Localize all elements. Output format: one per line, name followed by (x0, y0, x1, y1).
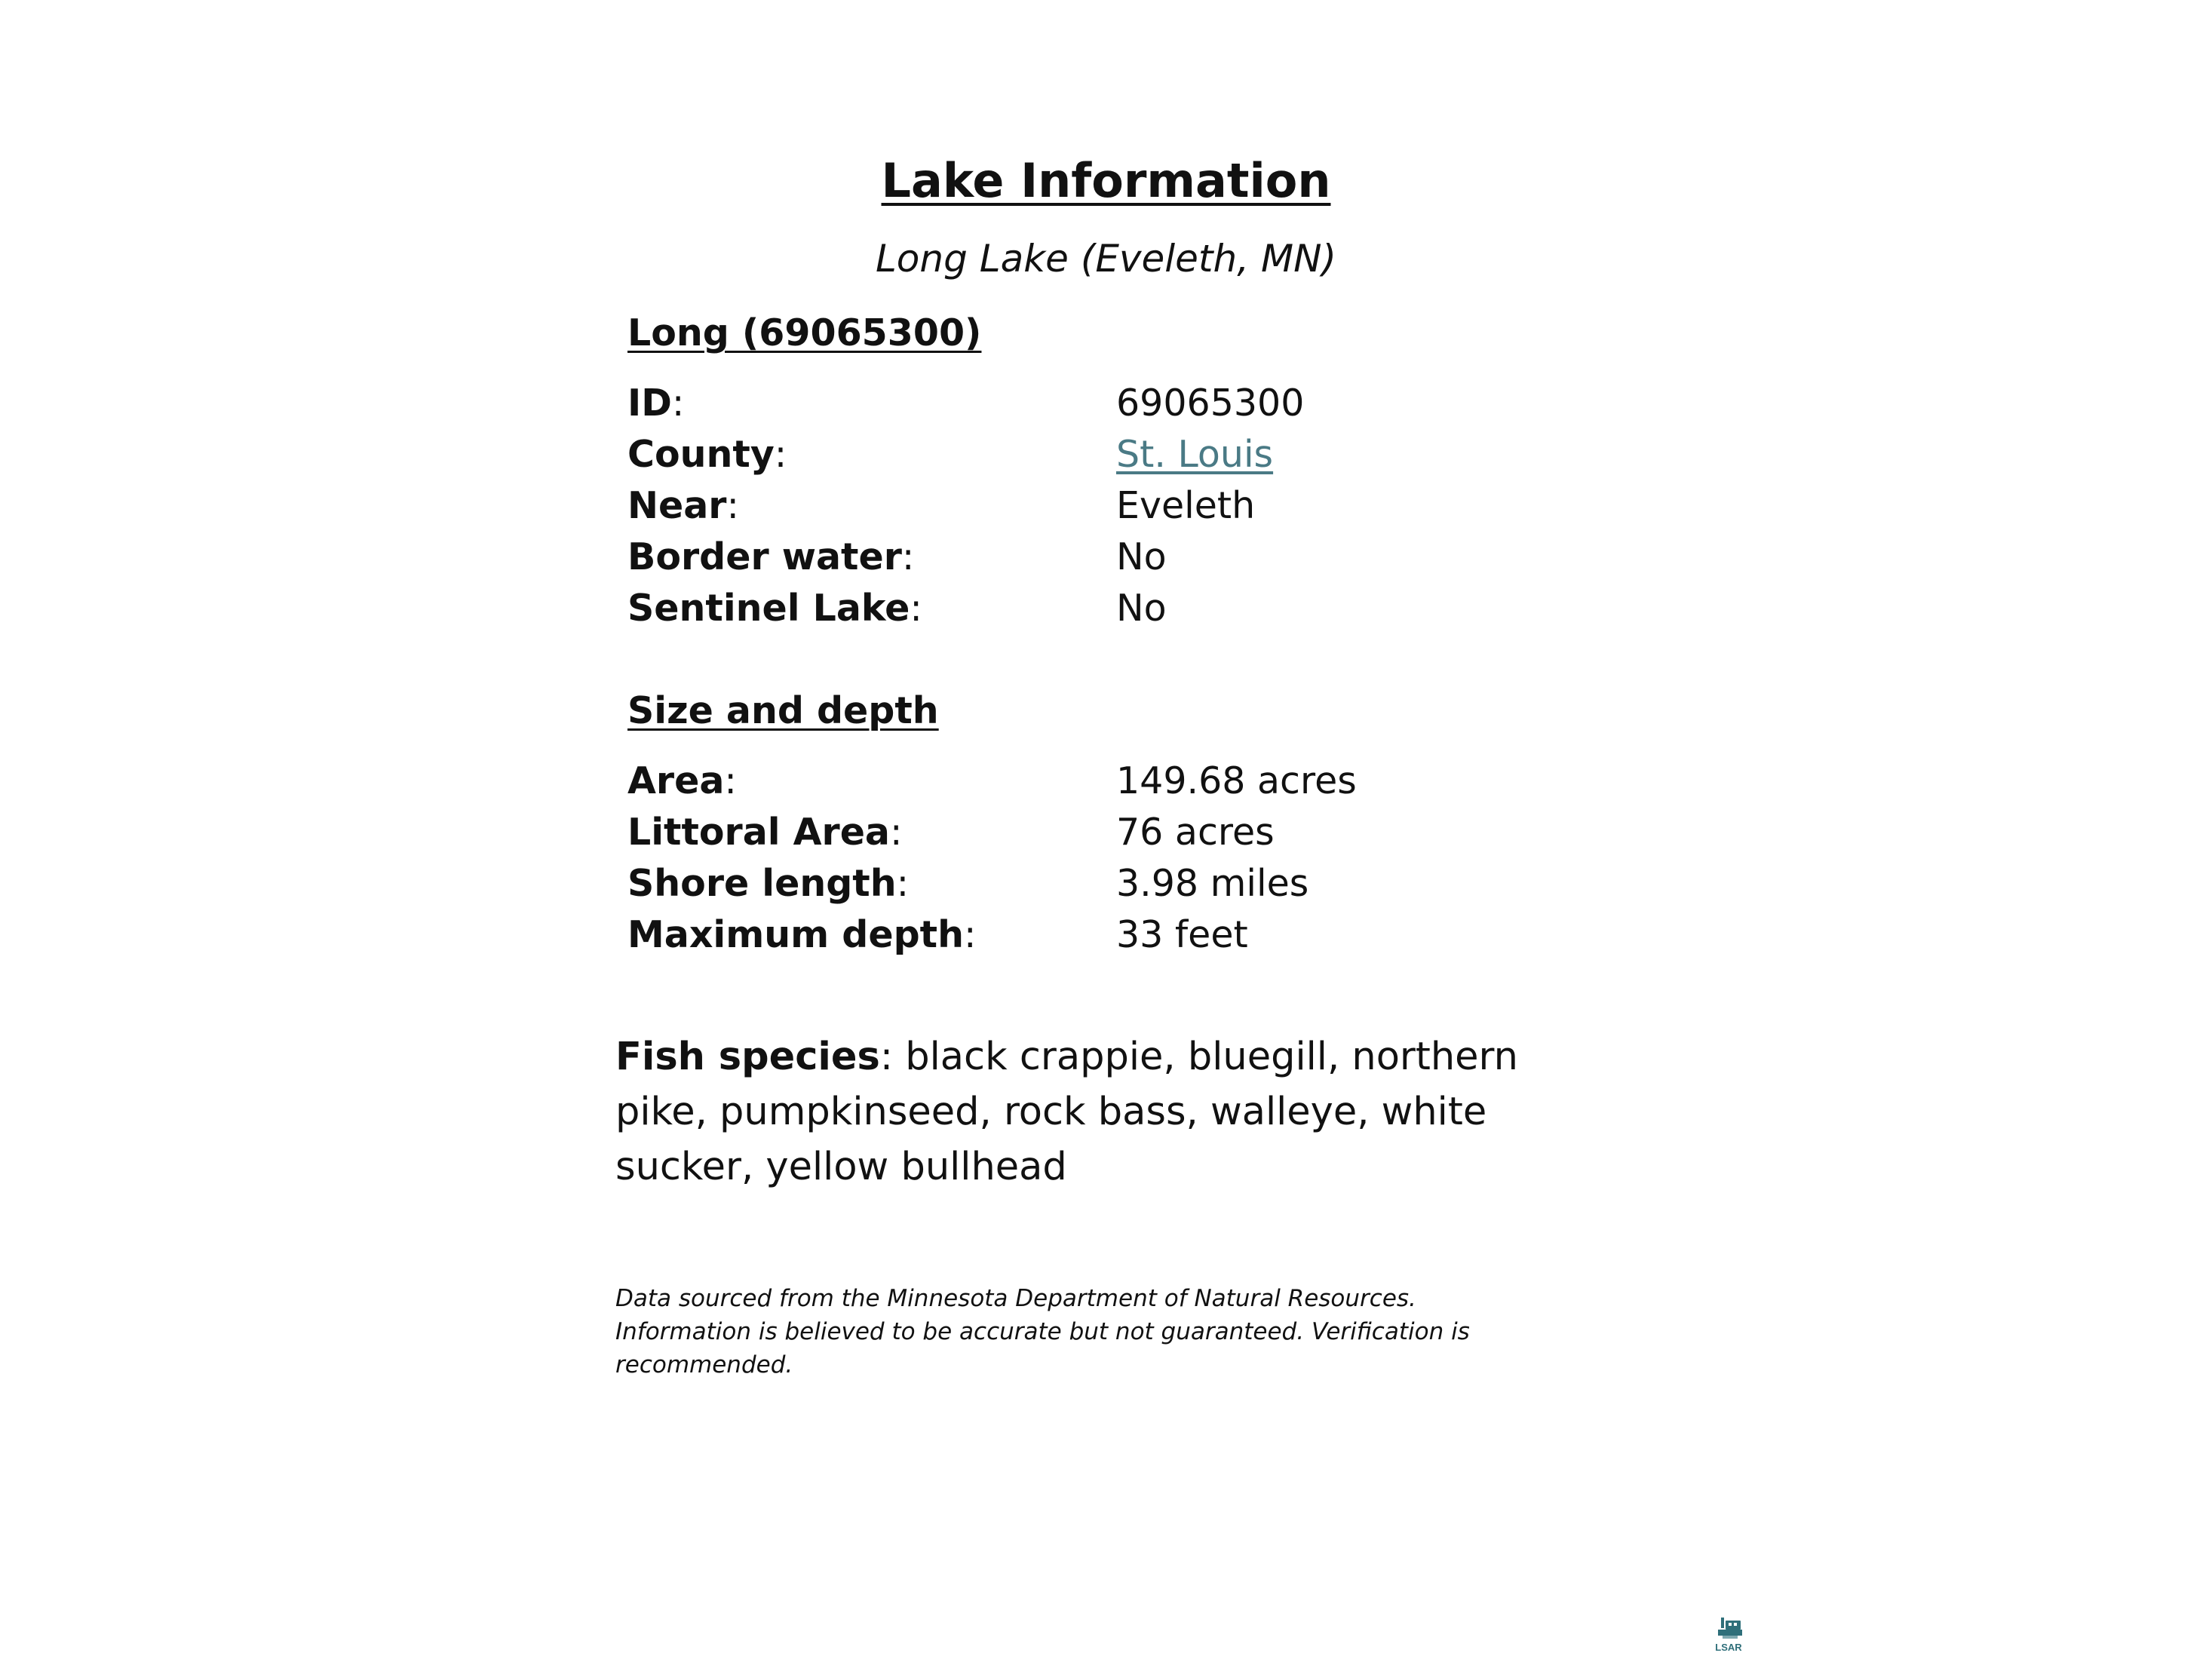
detail-row-sentinel-lake (627, 583, 1759, 634)
lake-details-table (627, 378, 1759, 634)
detail-label: ID: (627, 382, 685, 425)
size-value: 3.98 miles (1116, 862, 1309, 905)
detail-value: 69065300 (1116, 382, 1305, 425)
fish-species-paragraph: Fish species: black crappie, bluegill, northern pike, pumpkinseed, rock bass, walleye, white sucker, yellow bullhead (615, 1035, 1518, 1189)
size-details-table (627, 756, 1759, 961)
detail-label: County: (627, 433, 787, 476)
logo-text: LSAR (1715, 1642, 1742, 1653)
detail-value: No (1116, 587, 1167, 630)
detail-row-border-water (627, 532, 1759, 583)
detail-value: Eveleth (1116, 484, 1256, 527)
page-title: Lake Information (881, 153, 1331, 208)
detail-label: Sentinel Lake: (627, 587, 922, 630)
size-row-littoral-area (627, 807, 1759, 858)
detail-value: No (1116, 535, 1167, 578)
lsar-logo-icon (1710, 1616, 1747, 1657)
size-label: Littoral Area: (627, 811, 903, 854)
page-subtitle: Long Lake (Eveleth, MN) (875, 237, 1337, 281)
detail-label: Near: (627, 484, 739, 527)
size-row-shore-length (627, 858, 1759, 909)
data-disclaimer: Data sourced from the Minnesota Department of Natural Resources. Information is believed to be accurate but not guaranteed. Verification is recommended. (615, 1285, 1470, 1378)
size-section-heading: Size and depth (627, 689, 939, 732)
county-link[interactable]: St. Louis (1116, 433, 1274, 476)
size-label: Shore length: (627, 862, 910, 905)
size-value: 33 feet (1116, 913, 1248, 956)
size-row-maximum-depth (627, 909, 1759, 961)
detail-label: Border water: (627, 535, 915, 578)
detail-row-id (627, 378, 1759, 429)
lake-section-heading: Long (69065300) (627, 311, 982, 354)
fish-species-label: Fish species (615, 1035, 880, 1079)
fish-species-list: black crappie, bluegill, northern pike, pumpkinseed, rock bass, walleye, white sucker, yellow bullhead (615, 1035, 1518, 1189)
size-label: Area: (627, 759, 737, 802)
size-row-area (627, 756, 1759, 807)
size-label: Maximum depth: (627, 913, 977, 956)
size-value: 149.68 acres (1116, 759, 1357, 802)
detail-row-county (627, 429, 1759, 480)
detail-row-near (627, 480, 1759, 532)
size-value: 76 acres (1116, 811, 1275, 854)
